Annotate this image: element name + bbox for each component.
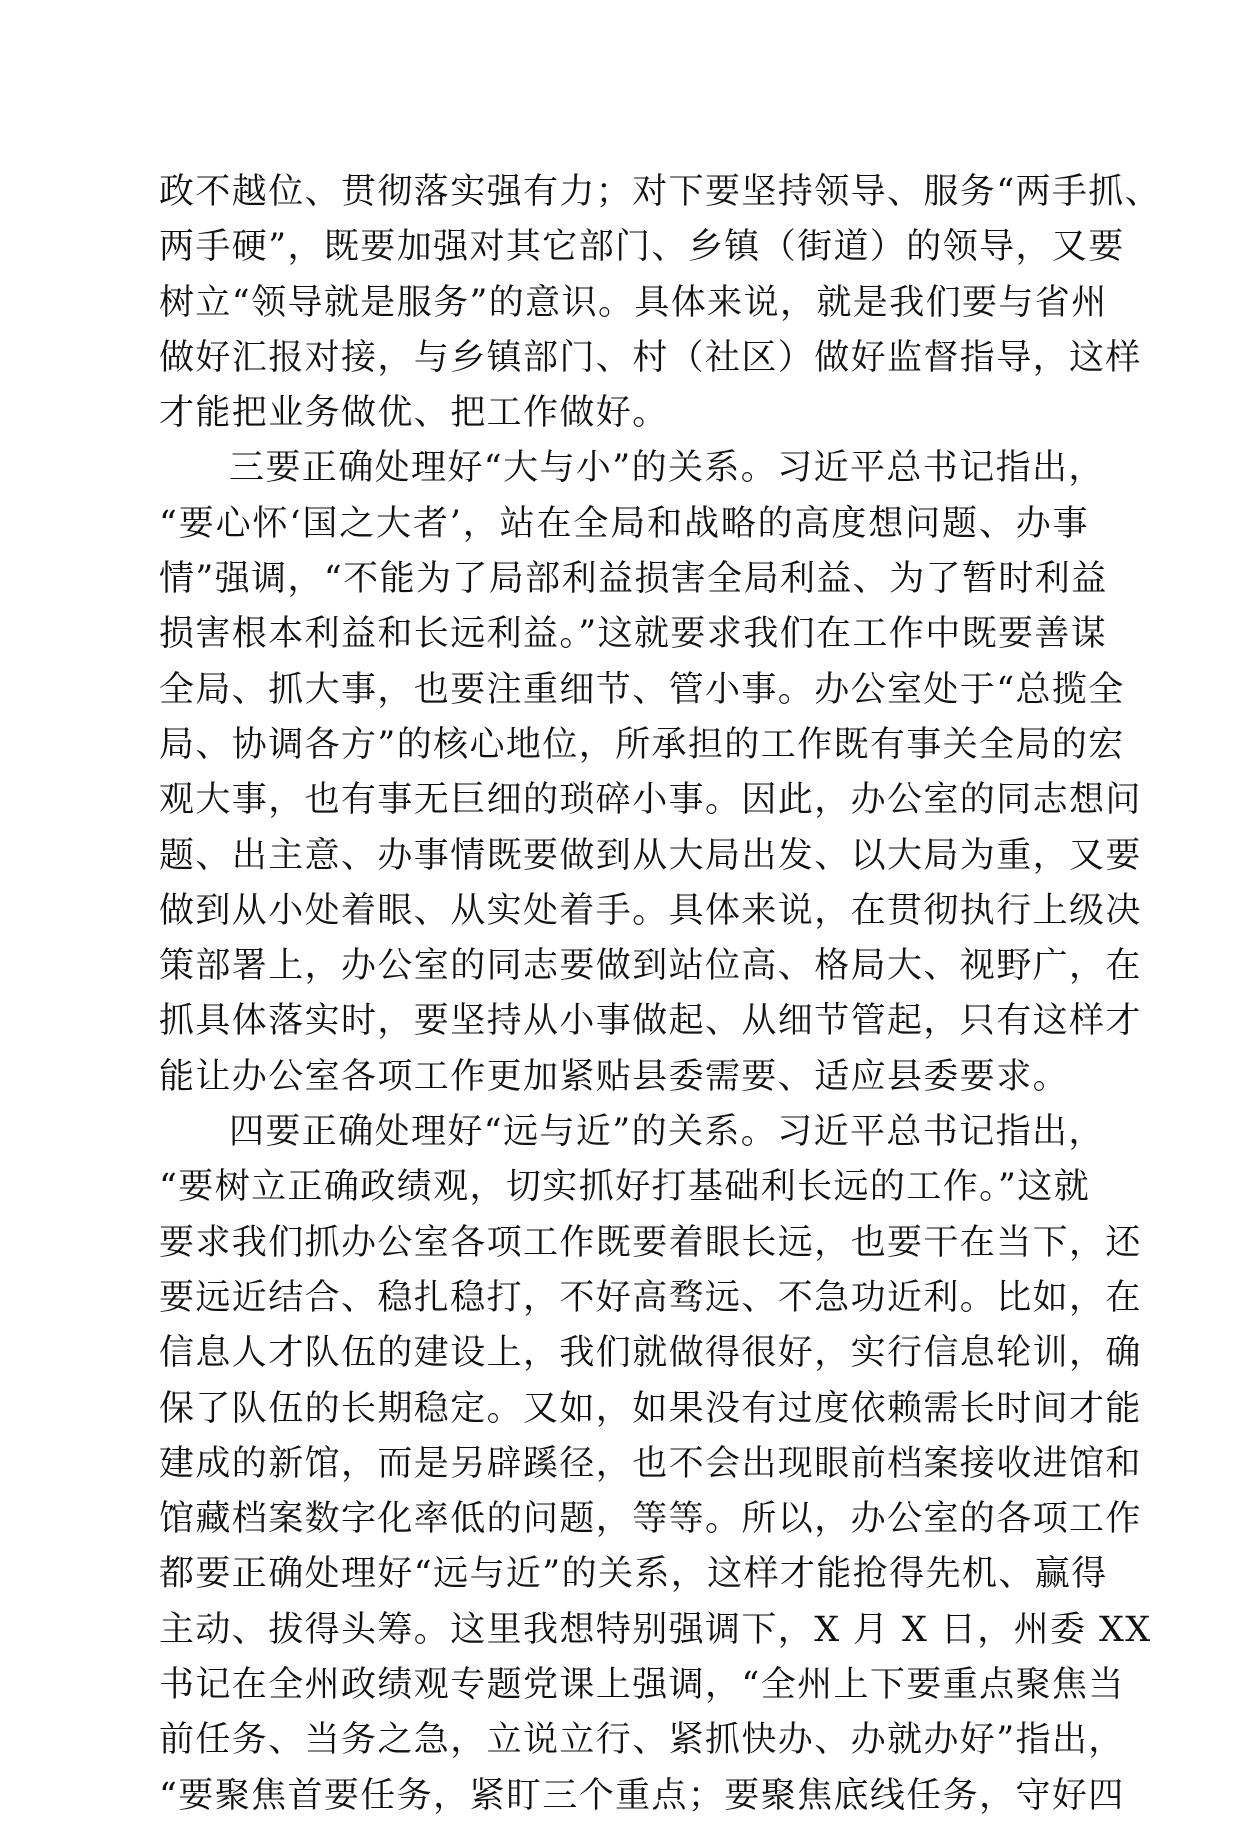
text-line: 保了队伍的长期稳定。又如，如果没有过度依赖需长时间才能 bbox=[159, 1388, 1142, 1429]
text-line: “要聚焦首要任务，紧盯三个重点；要聚焦底线任务，守好四 bbox=[159, 1775, 1125, 1816]
text-line: 抓具体落实时，要坚持从小事做起、从细节管起，只有这样才 bbox=[159, 1001, 1142, 1042]
paragraph-start-line: 三要正确处理好“大与小”的关系。习近平总书记指出， bbox=[229, 448, 1105, 489]
text-line: 要求我们抓办公室各项工作既要着眼长远，也要干在当下，还 bbox=[159, 1222, 1142, 1263]
text-line: 损害根本利益和长远利益。”这就要求我们在工作中既要善谋 bbox=[159, 614, 1108, 655]
text-line: 馆藏档案数字化率低的问题，等等。所以，办公室的各项工作 bbox=[159, 1499, 1142, 1540]
text-line: 策部署上，办公室的同志要做到站位高、格局大、视野广，在 bbox=[159, 946, 1142, 987]
text-line: 全局、抓大事，也要注重细节、管小事。办公室处于“总揽全 bbox=[159, 669, 1125, 710]
paragraph-start-line: 四要正确处理好“远与近”的关系。习近平总书记指出， bbox=[229, 1112, 1105, 1153]
text-line: 都要正确处理好“远与近”的关系，这样才能抢得先机、赢得 bbox=[159, 1554, 1108, 1595]
text-line: 要远近结合、稳扎稳打，不好高骛远、不急功近利。比如，在 bbox=[159, 1277, 1142, 1318]
text-line: “要心怀‘国之大者’，站在全局和战略的高度想问题、办事 bbox=[159, 503, 1089, 544]
text-line: 才能把业务做优、把工作做好。 bbox=[159, 393, 669, 434]
text-line: 信息人才队伍的建设上，我们就做得很好，实行信息轮训，确 bbox=[159, 1333, 1142, 1374]
text-line: 建成的新馆，而是另辟蹊径，也不会出现眼前档案接收进馆和 bbox=[159, 1443, 1142, 1484]
text-line: “要树立正确政绩观，切实抓好打基础利长远的工作。”这就 bbox=[159, 1167, 1091, 1208]
body-text bbox=[159, 165, 1162, 1824]
text-line: 做到从小处着眼、从实处着手。具体来说，在贯彻执行上级决 bbox=[159, 890, 1142, 931]
text-line: 前任务、当务之急，立说立行、紧抓快办、办就办好”指出， bbox=[159, 1720, 1125, 1761]
text-line: 能让办公室各项工作更加紧贴县委需要、适应县委要求。 bbox=[159, 1056, 1070, 1097]
text-line: 主动、拔得头筹。这里我想特别强调下，X 月 X 日，州委 XX bbox=[159, 1609, 1152, 1650]
text-line: 情”强调，“不能为了局部利益损害全局利益、为了暂时利益 bbox=[159, 559, 1108, 600]
text-line: 题、出主意、办事情既要做到从大局出发、以大局为重，又要 bbox=[159, 835, 1142, 876]
text-line: 做好汇报对接，与乡镇部门、村（社区）做好监督指导，这样 bbox=[159, 337, 1142, 378]
text-line: 政不越位、贯彻落实强有力；对下要坚持领导、服务“两手抓、 bbox=[159, 172, 1162, 212]
text-line: 树立“领导就是服务”的意识。具体来说，就是我们要与省州 bbox=[159, 282, 1108, 323]
text-line: 书记在全州政绩观专题党课上强调，“全州上下要重点聚焦当 bbox=[159, 1665, 1125, 1706]
text-line: 两手硬”，既要加强对其它部门、乡镇（街道）的领导，又要 bbox=[159, 227, 1125, 268]
text-line: 观大事，也有事无巨细的琐碎小事。因此，办公室的同志想问 bbox=[159, 780, 1142, 821]
text-line: 局、协调各方”的核心地位，所承担的工作既有事关全局的宏 bbox=[159, 724, 1125, 765]
